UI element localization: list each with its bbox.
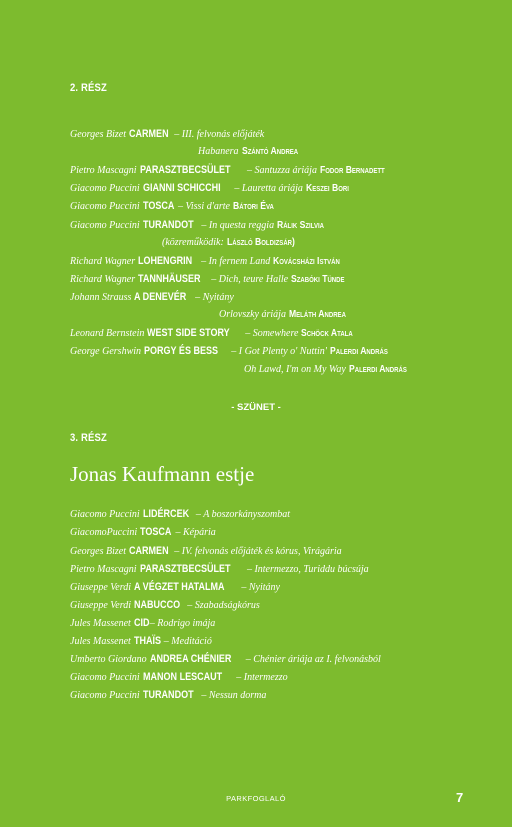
intermission-label: - SZÜNET - (231, 402, 281, 413)
composer-name: George Gershwin (70, 346, 142, 357)
composer-name: GiacomoPuccini (70, 527, 138, 538)
work-title: MANON LESCAUT (142, 671, 222, 683)
composer-name: Georges Bizet (70, 129, 127, 140)
performer-name: László Boldizsár) (226, 237, 295, 248)
work-title: CARMEN (129, 545, 169, 557)
page-number: 7 (456, 790, 464, 805)
excerpt: – Intermezzo (236, 672, 288, 683)
footer-label: PARKFOGLALÓ (226, 794, 286, 803)
excerpt: – Dich, teure Halle (211, 274, 289, 285)
program-row (70, 255, 351, 268)
composer-name: Giacomo Puccini (70, 672, 140, 683)
program-row (70, 327, 362, 340)
work-title: THAÏS (133, 635, 161, 647)
work-title: LOHENGRIN (138, 255, 193, 267)
performer-name: Szabóki Tünde (291, 274, 345, 285)
program-row (70, 653, 381, 666)
program-row (219, 309, 355, 321)
program-row (70, 563, 369, 576)
performer-name: Bátori Éva (232, 201, 274, 212)
composer-name: Giacomo Puccini (70, 183, 140, 194)
excerpt: (közreműködik: (162, 237, 224, 248)
part3-title: Jonas Kaufmann estje (70, 462, 255, 486)
composer-name: Jules Massenet (70, 636, 131, 647)
composer-name: Giacomo Puccini (70, 201, 140, 212)
performer-name: Kovácsházi István (273, 256, 341, 267)
work-title: A VÉGZET HATALMA (134, 581, 225, 593)
program-row (70, 200, 280, 213)
work-title: CID (133, 617, 150, 629)
excerpt: – Lauretta áriája (234, 183, 303, 194)
program-row (70, 508, 290, 521)
performer-name: Palerdi András (329, 346, 388, 357)
work-title: WEST SIDE STORY (147, 327, 231, 339)
work-title: PARASZTBECSÜLET (139, 563, 231, 575)
performer-name: Rálik Szilvia (277, 220, 325, 231)
program-row (70, 689, 266, 702)
program-row (244, 364, 416, 376)
composer-name: Richard Wagner (70, 274, 136, 285)
composer-name: Giacomo Puccini (70, 220, 140, 231)
work-title: TOSCA (140, 526, 172, 538)
excerpt: – A boszorkányszombat (195, 509, 290, 520)
excerpt: Oh Lawd, I'm on My Way (244, 364, 346, 375)
excerpt: – Somewhere (245, 328, 299, 339)
program-row (70, 273, 353, 286)
work-title: A DENEVÉR (134, 291, 187, 303)
program-row (70, 635, 212, 648)
composer-name: Giacomo Puccini (70, 690, 140, 701)
excerpt: – In fernem Land (201, 256, 271, 267)
composer-name: Johann Strauss (70, 292, 132, 303)
program-row (70, 599, 260, 612)
composer-name: Giacomo Puccini (70, 509, 140, 520)
excerpt: – Meditáció (163, 636, 212, 647)
program-row (70, 219, 332, 232)
excerpt: – Képária (175, 527, 216, 538)
composer-name: Jules Massenet (70, 618, 131, 629)
program-row (198, 146, 307, 158)
excerpt: – In questa reggia (201, 220, 275, 231)
composer-name: Giuseppe Verdi (70, 600, 132, 611)
program-row (70, 581, 280, 594)
composer-name: Pietro Mascagni (70, 165, 137, 176)
work-title: PARASZTBECSÜLET (139, 164, 231, 176)
part2-heading: 2. RÉSZ (70, 82, 107, 94)
work-title: ANDREA CHÉNIER (149, 653, 231, 665)
program-row (162, 237, 306, 249)
excerpt: – Nyitány (241, 582, 280, 593)
excerpt: – Szabadságkórus (187, 600, 260, 611)
program-row (70, 128, 264, 141)
program-row (70, 617, 215, 630)
excerpt: – Vissi d'arte (177, 201, 230, 212)
excerpt: – Santuzza áriája (246, 165, 317, 176)
performer-name: Keszei Bori (305, 183, 349, 194)
excerpt: – IV. felvonás előjáték és kórus, Virágária (174, 546, 342, 557)
composer-name: Pietro Mascagni (70, 564, 137, 575)
work-title: NABUCCO (134, 599, 181, 611)
composer-name: Umberto Giordano (70, 654, 147, 665)
work-title: TURANDOT (142, 219, 194, 231)
work-title: PORGY ÉS BESS (144, 345, 219, 357)
excerpt: – Chénier áriája az I. felvonásból (245, 654, 381, 665)
work-title: LIDÉRCEK (142, 508, 189, 520)
program-row (70, 345, 397, 358)
excerpt: – III. felvonás előjáték (174, 129, 265, 140)
work-title: TOSCA (142, 200, 175, 212)
program-row (70, 291, 234, 304)
excerpt: – Rodrigo imája (149, 618, 216, 629)
performer-name: Szántó Andrea (241, 146, 298, 157)
program-row (70, 545, 342, 558)
excerpt: Orlovszky áriája (219, 309, 286, 320)
composer-name: Leonard Bernstein (70, 328, 145, 339)
excerpt: – Nessun dorma (201, 690, 267, 701)
composer-name: Richard Wagner (70, 256, 136, 267)
excerpt: – I Got Plenty o' Nuttin' (231, 346, 327, 357)
program-row (70, 164, 395, 177)
composer-name: Georges Bizet (70, 546, 127, 557)
composer-name: Giuseppe Verdi (70, 582, 132, 593)
work-title: CARMEN (129, 128, 169, 140)
excerpt: – Intermezzo, Turiddu búcsúja (246, 564, 369, 575)
excerpt: – Nyitány (195, 292, 234, 303)
part3-heading: 3. RÉSZ (70, 432, 107, 444)
performer-name: Palerdi András (348, 364, 407, 375)
work-title: TURANDOT (142, 689, 194, 701)
program-row (70, 182, 356, 195)
work-title: GIANNI SCHICCHI (142, 182, 221, 194)
performer-name: Meláth Andrea (288, 309, 346, 320)
performer-name: Fodor Bernadett (319, 165, 385, 176)
program-row (70, 526, 216, 539)
excerpt: Habanera (198, 146, 239, 157)
program-row (70, 671, 288, 684)
performer-name: Schöck Atala (301, 328, 354, 339)
work-title: TANNHÄUSER (138, 273, 201, 285)
